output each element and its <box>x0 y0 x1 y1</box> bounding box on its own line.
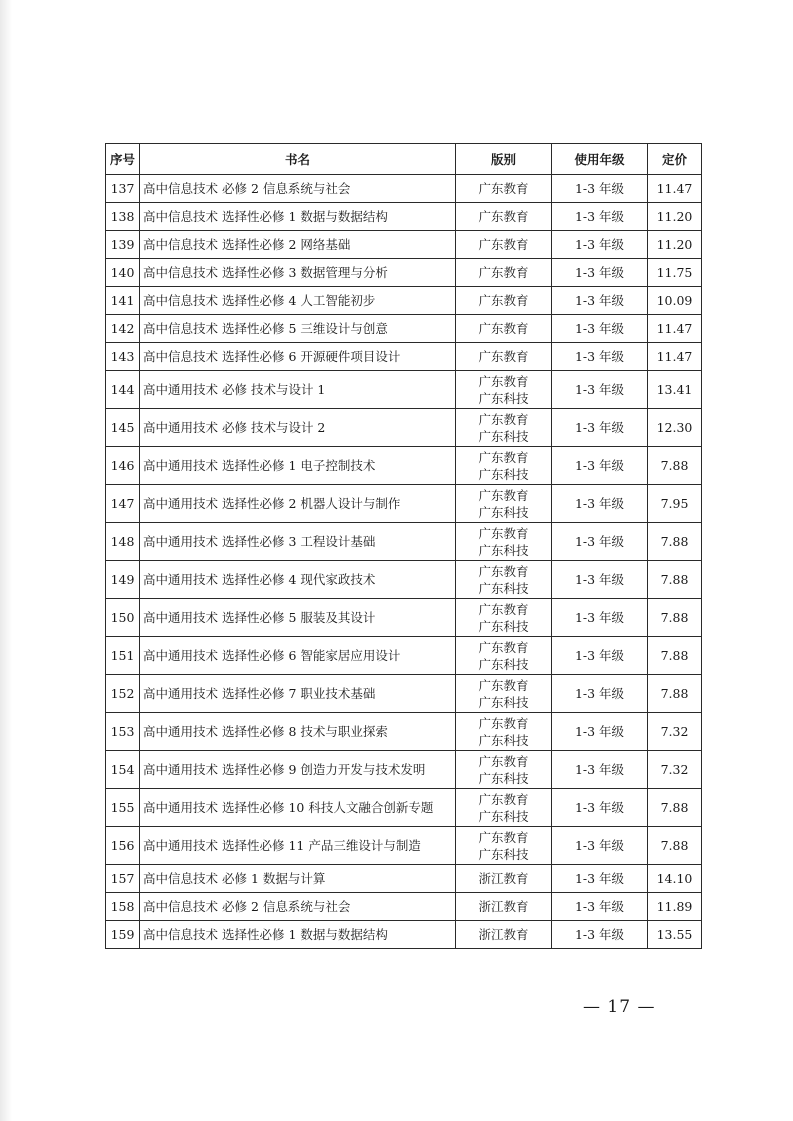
cell-title: 高中通用技术 选择性必修 10 科技人文融合创新专题 <box>140 789 456 827</box>
cell-grade: 1-3 年级 <box>552 485 648 523</box>
column-header-grade: 使用年级 <box>552 144 648 175</box>
publisher-name: 广东教育 <box>478 563 529 579</box>
cell-title: 高中信息技术 选择性必修 5 三维设计与创意 <box>140 315 456 343</box>
publisher-name: 浙江教育 <box>478 899 529 914</box>
cell-no: 142 <box>106 315 140 343</box>
cell-price: 7.88 <box>648 675 702 713</box>
publisher-name: 广东科技 <box>478 580 529 596</box>
publisher-name: 广东教育 <box>478 373 529 389</box>
cell-price: 11.47 <box>648 175 702 203</box>
cell-grade: 1-3 年级 <box>552 827 648 865</box>
table-row <box>106 751 702 789</box>
publisher-name: 广东教育 <box>478 265 529 280</box>
cell-publisher <box>456 675 552 713</box>
cell-title: 高中信息技术 选择性必修 6 开源硬件项目设计 <box>140 343 456 371</box>
cell-publisher <box>456 751 552 789</box>
cell-price: 10.09 <box>648 287 702 315</box>
cell-grade: 1-3 年级 <box>552 203 648 231</box>
cell-title: 高中信息技术 必修 1 数据与计算 <box>140 865 456 893</box>
cell-publisher <box>456 561 552 599</box>
cell-grade: 1-3 年级 <box>552 893 648 921</box>
cell-price: 13.41 <box>648 371 702 409</box>
publisher-name: 广东教育 <box>478 639 529 655</box>
table-row <box>106 893 702 921</box>
table-row <box>106 713 702 751</box>
publisher-name: 广东教育 <box>478 487 529 503</box>
publisher-name: 广东科技 <box>478 542 529 558</box>
page-number: — 17 — <box>583 997 656 1017</box>
cell-publisher <box>456 893 552 921</box>
table-row <box>106 921 702 949</box>
cell-publisher <box>456 523 552 561</box>
cell-publisher <box>456 789 552 827</box>
table-row <box>106 343 702 371</box>
cell-title: 高中信息技术 选择性必修 2 网络基础 <box>140 231 456 259</box>
cell-grade: 1-3 年级 <box>552 523 648 561</box>
cell-price: 7.88 <box>648 447 702 485</box>
table-row <box>106 447 702 485</box>
table-row <box>106 599 702 637</box>
publisher-name: 广东教育 <box>478 525 529 541</box>
cell-publisher <box>456 713 552 751</box>
column-header-publisher: 版别 <box>456 144 552 175</box>
publisher-name: 广东科技 <box>478 656 529 672</box>
cell-grade: 1-3 年级 <box>552 921 648 949</box>
cell-no: 151 <box>106 637 140 675</box>
cell-no: 150 <box>106 599 140 637</box>
publisher-name: 广东科技 <box>478 694 529 710</box>
cell-price: 13.55 <box>648 921 702 949</box>
cell-grade: 1-3 年级 <box>552 599 648 637</box>
cell-publisher <box>456 409 552 447</box>
column-header-title: 书名 <box>140 144 456 175</box>
cell-publisher <box>456 599 552 637</box>
cell-publisher <box>456 175 552 203</box>
cell-title: 高中通用技术 选择性必修 3 工程设计基础 <box>140 523 456 561</box>
cell-title: 高中通用技术 选择性必修 9 创造力开发与技术发明 <box>140 751 456 789</box>
publisher-name: 广东科技 <box>478 770 529 786</box>
publisher-name: 广东科技 <box>478 846 529 862</box>
cell-title: 高中通用技术 选择性必修 4 现代家政技术 <box>140 561 456 599</box>
cell-price: 14.10 <box>648 865 702 893</box>
cell-no: 139 <box>106 231 140 259</box>
publisher-name: 广东教育 <box>478 677 529 693</box>
cell-no: 148 <box>106 523 140 561</box>
publisher-name: 浙江教育 <box>478 871 529 886</box>
cell-price: 7.88 <box>648 827 702 865</box>
publisher-name: 广东教育 <box>478 181 529 196</box>
publisher-name: 广东科技 <box>478 428 529 444</box>
cell-title: 高中信息技术 选择性必修 1 数据与数据结构 <box>140 921 456 949</box>
textbook-catalog-table <box>105 143 702 949</box>
cell-price: 7.95 <box>648 485 702 523</box>
table-row <box>106 175 702 203</box>
table-row <box>106 231 702 259</box>
cell-price: 7.32 <box>648 751 702 789</box>
cell-grade: 1-3 年级 <box>552 713 648 751</box>
cell-grade: 1-3 年级 <box>552 447 648 485</box>
cell-title: 高中通用技术 选择性必修 7 职业技术基础 <box>140 675 456 713</box>
cell-price: 7.32 <box>648 713 702 751</box>
cell-no: 159 <box>106 921 140 949</box>
publisher-name: 广东教育 <box>478 715 529 731</box>
cell-no: 146 <box>106 447 140 485</box>
cell-title: 高中通用技术 选择性必修 11 产品三维设计与制造 <box>140 827 456 865</box>
cell-grade: 1-3 年级 <box>552 287 648 315</box>
cell-price: 7.88 <box>648 789 702 827</box>
table-row <box>106 523 702 561</box>
cell-no: 145 <box>106 409 140 447</box>
cell-no: 143 <box>106 343 140 371</box>
cell-title: 高中通用技术 选择性必修 6 智能家居应用设计 <box>140 637 456 675</box>
cell-price: 11.47 <box>648 315 702 343</box>
cell-no: 156 <box>106 827 140 865</box>
cell-grade: 1-3 年级 <box>552 637 648 675</box>
cell-price: 11.47 <box>648 343 702 371</box>
cell-publisher <box>456 865 552 893</box>
cell-grade: 1-3 年级 <box>552 371 648 409</box>
cell-publisher <box>456 485 552 523</box>
cell-no: 140 <box>106 259 140 287</box>
cell-price: 11.20 <box>648 203 702 231</box>
cell-title: 高中通用技术 必修 技术与设计 1 <box>140 371 456 409</box>
table-body <box>106 175 702 949</box>
publisher-name: 广东教育 <box>478 349 529 364</box>
cell-no: 138 <box>106 203 140 231</box>
cell-price: 11.75 <box>648 259 702 287</box>
cell-no: 158 <box>106 893 140 921</box>
cell-grade: 1-3 年级 <box>552 343 648 371</box>
scan-page-edge <box>0 0 12 1121</box>
cell-title: 高中通用技术 选择性必修 5 服装及其设计 <box>140 599 456 637</box>
publisher-name: 广东科技 <box>478 504 529 520</box>
cell-publisher <box>456 259 552 287</box>
cell-grade: 1-3 年级 <box>552 409 648 447</box>
cell-price: 7.88 <box>648 637 702 675</box>
cell-grade: 1-3 年级 <box>552 751 648 789</box>
cell-title: 高中通用技术 必修 技术与设计 2 <box>140 409 456 447</box>
table-row <box>106 315 702 343</box>
cell-title: 高中信息技术 必修 2 信息系统与社会 <box>140 175 456 203</box>
publisher-name: 广东教育 <box>478 321 529 336</box>
table-row <box>106 409 702 447</box>
cell-price: 12.30 <box>648 409 702 447</box>
cell-title: 高中信息技术 选择性必修 1 数据与数据结构 <box>140 203 456 231</box>
table-row <box>106 259 702 287</box>
table-row <box>106 675 702 713</box>
cell-price: 7.88 <box>648 523 702 561</box>
cell-grade: 1-3 年级 <box>552 561 648 599</box>
cell-price: 7.88 <box>648 599 702 637</box>
publisher-name: 广东教育 <box>478 411 529 427</box>
cell-no: 141 <box>106 287 140 315</box>
cell-publisher <box>456 921 552 949</box>
column-header-price: 定价 <box>648 144 702 175</box>
cell-no: 152 <box>106 675 140 713</box>
cell-grade: 1-3 年级 <box>552 315 648 343</box>
cell-publisher <box>456 231 552 259</box>
cell-grade: 1-3 年级 <box>552 175 648 203</box>
table-row <box>106 287 702 315</box>
publisher-name: 广东科技 <box>478 618 529 634</box>
cell-grade: 1-3 年级 <box>552 675 648 713</box>
publisher-name: 广东教育 <box>478 601 529 617</box>
cell-no: 144 <box>106 371 140 409</box>
cell-grade: 1-3 年级 <box>552 231 648 259</box>
cell-publisher <box>456 343 552 371</box>
cell-no: 153 <box>106 713 140 751</box>
cell-grade: 1-3 年级 <box>552 789 648 827</box>
publisher-name: 广东科技 <box>478 732 529 748</box>
table-row <box>106 789 702 827</box>
publisher-name: 广东科技 <box>478 466 529 482</box>
cell-title: 高中信息技术 选择性必修 3 数据管理与分析 <box>140 259 456 287</box>
publisher-name: 浙江教育 <box>478 927 529 942</box>
cell-no: 137 <box>106 175 140 203</box>
cell-title: 高中信息技术 选择性必修 4 人工智能初步 <box>140 287 456 315</box>
table-row <box>106 637 702 675</box>
cell-no: 157 <box>106 865 140 893</box>
table-row <box>106 561 702 599</box>
cell-price: 7.88 <box>648 561 702 599</box>
cell-grade: 1-3 年级 <box>552 259 648 287</box>
cell-publisher <box>456 203 552 231</box>
cell-title: 高中通用技术 选择性必修 1 电子控制技术 <box>140 447 456 485</box>
publisher-name: 广东教育 <box>478 829 529 845</box>
publisher-name: 广东教育 <box>478 753 529 769</box>
cell-publisher <box>456 447 552 485</box>
publisher-name: 广东教育 <box>478 791 529 807</box>
cell-title: 高中通用技术 选择性必修 2 机器人设计与制作 <box>140 485 456 523</box>
cell-publisher <box>456 287 552 315</box>
publisher-name: 广东科技 <box>478 808 529 824</box>
table-row <box>106 203 702 231</box>
cell-publisher <box>456 315 552 343</box>
cell-no: 149 <box>106 561 140 599</box>
publisher-name: 广东教育 <box>478 293 529 308</box>
cell-no: 154 <box>106 751 140 789</box>
cell-grade: 1-3 年级 <box>552 865 648 893</box>
cell-price: 11.89 <box>648 893 702 921</box>
table-header-row <box>106 144 702 175</box>
publisher-name: 广东科技 <box>478 390 529 406</box>
cell-publisher <box>456 371 552 409</box>
table-row <box>106 371 702 409</box>
cell-publisher <box>456 637 552 675</box>
cell-no: 147 <box>106 485 140 523</box>
publisher-name: 广东教育 <box>478 209 529 224</box>
column-header-no: 序号 <box>106 144 140 175</box>
cell-title: 高中通用技术 选择性必修 8 技术与职业探索 <box>140 713 456 751</box>
table-row <box>106 485 702 523</box>
cell-no: 155 <box>106 789 140 827</box>
table-row <box>106 827 702 865</box>
publisher-name: 广东教育 <box>478 449 529 465</box>
cell-price: 11.20 <box>648 231 702 259</box>
publisher-name: 广东教育 <box>478 237 529 252</box>
table-row <box>106 865 702 893</box>
cell-publisher <box>456 827 552 865</box>
cell-title: 高中信息技术 必修 2 信息系统与社会 <box>140 893 456 921</box>
